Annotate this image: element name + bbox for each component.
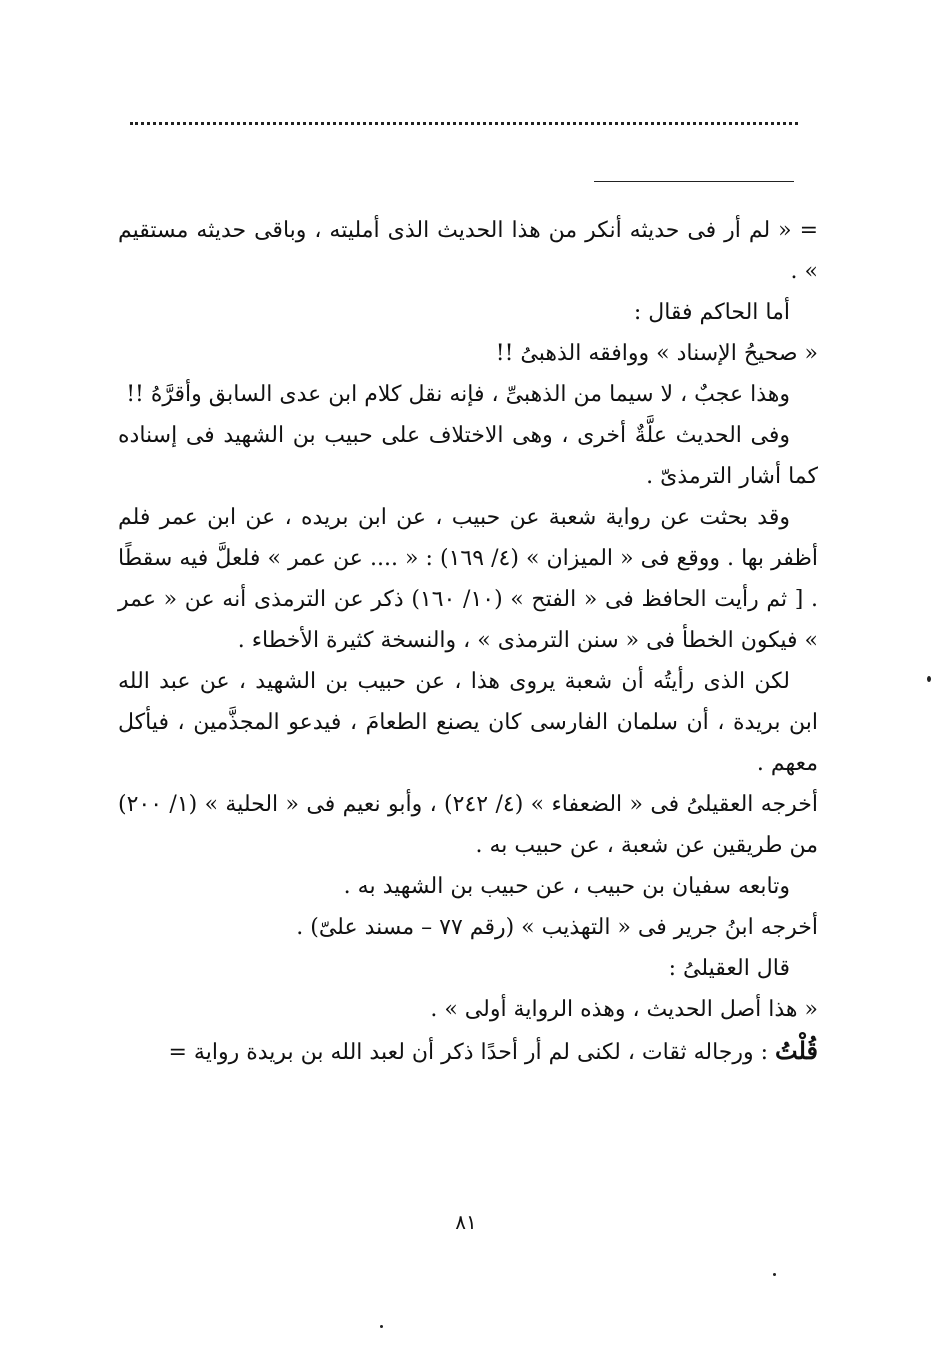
paragraph: وتابعه سفيان بن حبيب ، عن حبيب بن الشهيد به . [343, 874, 790, 899]
body-text [118, 210, 818, 1073]
paragraph: « هذا أصل الحديث ، وهذه الرواية أولى » . [430, 997, 818, 1022]
paragraph: وقد بحثت عن رواية شعبة عن حبيب ، عن ابن بريده ، عن ابن عمر فلم أظفر بها . ووقع فى « الميزان » (٤/ ١٦٩) : « .... عن عمر » فلعلَّ فيه سقطًا . [ ثم رأيت الحافظ فى « الفتح » (١٠/ ١٦٠) ذكر عن الترمذى أنه عن « عمر » فيكون الخطأ فى « سنن الترمذى » ، والنسخة كثيرة الأخطاء . [118, 505, 818, 653]
last-paragraph [118, 1030, 818, 1073]
scan-speck [773, 1273, 776, 1276]
paragraph: وهذا عجبٌ ، لا سيما من الذهبىِّ ، فإنه نقل كلام ابن عدى السابق وأقرَّهُ !! [126, 382, 790, 407]
qult-heading: قُلْتُ [775, 1036, 818, 1065]
paragraph: أخرجه العقيلىُ فى « الضعفاء » (٤/ ٢٤٢) ، وأبو نعيم فى « الحلية » (١/ ٢٠٠) من طريقين عن شعبة ، عن حبيب به . [118, 792, 818, 858]
page-number: ٨١ [455, 1210, 477, 1234]
last-paragraph-text: : ورجاله ثقات ، لكنى لم أر أحدًا ذكر أن لعبد الله بن بريدة رواية = [168, 1040, 776, 1065]
paragraph: أما الحاكم فقال : [633, 300, 790, 325]
paragraph: = « لم أر فى حديثه أنكر من هذا الحديث الذى أمليته ، وباقى حديثه مستقيم » . [118, 218, 818, 284]
paragraph: أخرجه ابنُ جرير فى « التهذيب » (رقم ٧٧ – مسند علىّ) . [296, 915, 818, 940]
footnote-rule [594, 181, 794, 182]
paragraph: « صحيحُ الإسناد » ووافقه الذهبىُ !! [495, 341, 818, 366]
dotted-separator [130, 122, 798, 125]
paragraph: قال العقيلىُ : [668, 956, 790, 981]
scan-speck [927, 676, 931, 682]
paragraph: لكن الذى رأيتُه أن شعبة يروى هذا ، عن حبيب بن الشهيد ، عن عبد الله ابن بريدة ، أن سلمان الفارسى كان يصنع الطعامَ ، فيدعو المجذَّمين ، فيأكل معهم . [118, 669, 818, 776]
scan-speck [380, 1325, 383, 1328]
paragraph: وفى الحديث علَّةٌ أخرى ، وهى الاختلاف على حبيب بن الشهيد فى إسناده كما أشار الترمذىّ . [118, 423, 818, 489]
